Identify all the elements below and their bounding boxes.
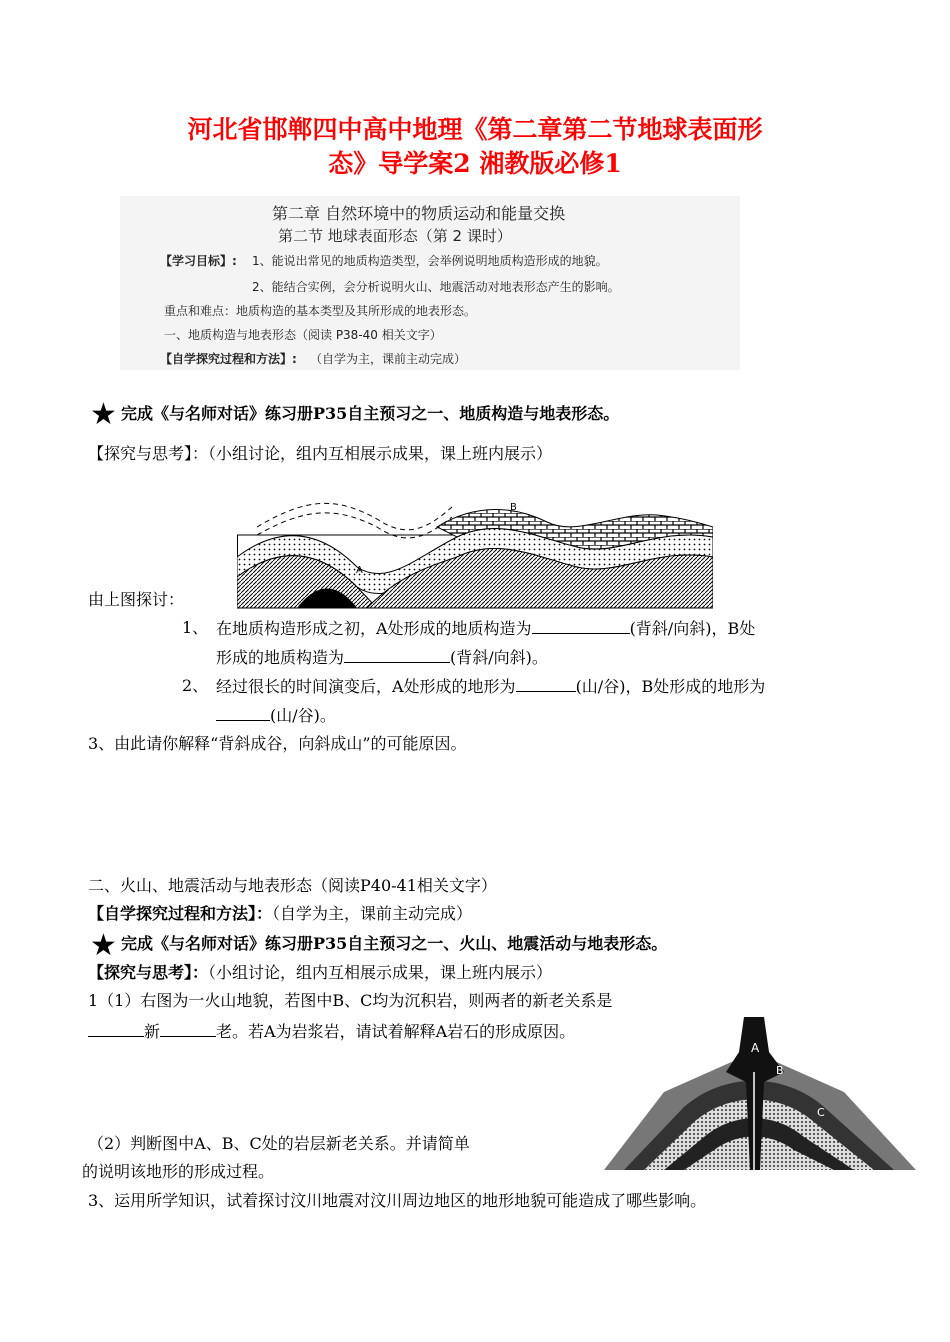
q1-text-c: 形成的地质构造为	[216, 648, 345, 667]
part2-q1-blank-old[interactable]	[160, 1020, 216, 1037]
part2-q1-blank-new[interactable]	[88, 1020, 144, 1037]
q3-part1: 3、由此请你解释“背斜成谷，向斜成山”的可能原因。	[88, 734, 467, 753]
part2-task: 完成《与名师对话》练习册P35自主预习之一、火山、地震活动与地表形态。	[121, 934, 668, 953]
part2-q1-2-line1: （2）判断图中A、B、C处的岩层新老关系。并请简单	[88, 1134, 470, 1153]
q2-text-b: (山/谷)，B处形成的地形为	[575, 677, 766, 696]
part2-explore-text: （小组讨论，组内互相展示成果，课上班内展示）	[208, 963, 553, 982]
part1-task: 完成《与名师对话》练习册P35自主预习之一、地质构造与地表形态。	[121, 404, 620, 423]
method-text-scan: （自学为主，课前主动完成）	[310, 352, 467, 366]
discuss-label: 由上图探讨：	[88, 590, 185, 609]
q1-blank-a[interactable]	[532, 617, 630, 634]
part2-explore-label: 【探究与思考】：	[88, 963, 209, 982]
goal-label: 【学习目标】:	[160, 254, 237, 268]
part2-q1-line1: 1（1）右图为一火山地貌，若图中B、C均为沉积岩，则两者的新老关系是	[88, 991, 613, 1010]
part2-q1-new: 新	[144, 1022, 161, 1041]
volcano-label-c: C	[817, 1106, 825, 1119]
goal-2: 2、能结合实例，会分析说明火山、地震活动对地表形态产生的影响。	[252, 280, 620, 294]
q1-text-d: (背斜/向斜)。	[450, 648, 548, 667]
q1-blank-b[interactable]	[344, 646, 450, 663]
q1-text-b: (背斜/向斜)，B处	[629, 619, 756, 638]
q1-text-a: 在地质构造形成之初，A处形成的地质构造为	[216, 619, 532, 638]
chapter-heading: 第二章 自然环境中的物质运动和能量交换	[272, 204, 566, 223]
part2-heading: 二、火山、地震活动与地表形态（阅读P40-41相关文字）	[88, 876, 497, 895]
key-points: 重点和难点：地质构造的基本类型及其所形成的地表形态。	[164, 304, 477, 318]
explore-text: （小组讨论，组内互相展示成果，课上班内展示）	[208, 444, 553, 463]
star-icon: ★	[90, 397, 117, 432]
volcano-label-a: A	[751, 1041, 760, 1055]
fold-diagram	[237, 497, 713, 609]
q2-number: 2、	[182, 676, 209, 695]
q2-blank-b[interactable]	[216, 704, 270, 721]
method-label-scan: 【自学探究过程和方法】:	[160, 352, 297, 366]
part2-q1-2-line2: 的说明该地形的形成过程。	[82, 1162, 275, 1181]
page-title-line1: 河北省邯郸四中高中地理《第二章第二节地球表面形	[187, 115, 763, 144]
part2-method-text: （自学为主，课前主动完成）	[272, 904, 473, 923]
part2-method-label: 【自学探究过程和方法】：	[88, 904, 273, 923]
fold-label-b: B	[510, 502, 517, 513]
page-title-line2: 态》导学案2 湘教版必修1	[328, 149, 622, 178]
explore-label: 【探究与思考】：	[88, 444, 209, 463]
part1-heading-scan: 一、地质构造与地表形态（阅读 P38-40 相关文字）	[164, 328, 442, 342]
goal-1: 1、能说出常见的地质构造类型，会举例说明地质构造形成的地貌。	[252, 254, 608, 268]
volcano-label-b: B	[776, 1064, 784, 1077]
fold-label-a: A	[356, 565, 363, 576]
q1-number: 1、	[182, 618, 209, 637]
q2-text-a: 经过很长的时间演变后，A处形成的地形为	[216, 677, 516, 696]
scanned-header-box	[120, 196, 740, 370]
part2-q1-old: 老。若A为岩浆岩，请试着解释A岩石的形成原因。	[216, 1022, 576, 1041]
section-heading: 第二节 地球表面形态（第 2 课时）	[278, 227, 512, 245]
volcano-diagram	[604, 1012, 916, 1170]
star-icon: ★	[90, 928, 117, 963]
q2-text-c: (山/谷)。	[270, 706, 336, 725]
q2-blank-a[interactable]	[516, 675, 576, 692]
part2-q3: 3、运用所学知识，试着探讨汶川地震对汶川周边地区的地形地貌可能造成了哪些影响。	[88, 1191, 707, 1210]
